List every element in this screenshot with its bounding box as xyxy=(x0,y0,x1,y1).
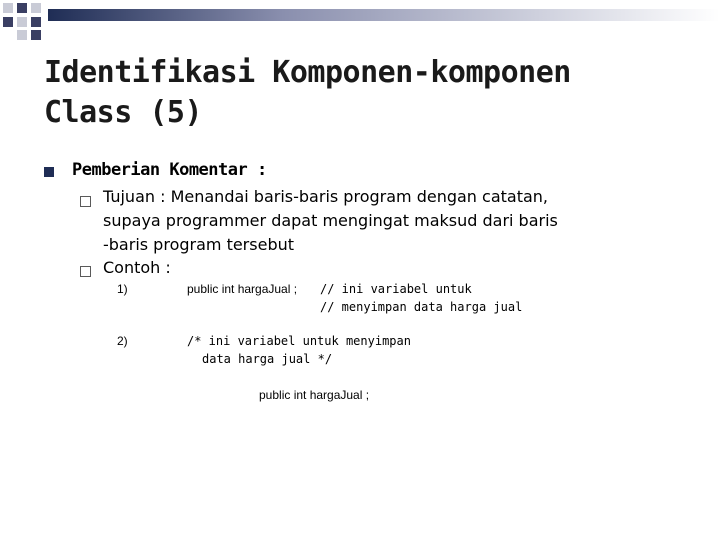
deco-square xyxy=(17,3,27,13)
example-code: public int hargaJual ; xyxy=(187,282,298,296)
example-comment: /* ini variabel untuk menyimpan xyxy=(187,334,411,348)
deco-square xyxy=(31,30,41,40)
sub-bullet-line: Tujuan : Menandai baris-baris program dengan catatan, xyxy=(103,187,548,206)
header-decoration xyxy=(0,0,720,40)
deco-square xyxy=(17,17,27,27)
example-comment: // ini variabel untuk xyxy=(320,282,472,296)
sub-bullet-line: Contoh : xyxy=(103,258,171,277)
deco-square xyxy=(3,17,13,27)
deco-square xyxy=(3,3,13,13)
example-comment: data harga jual */ xyxy=(202,352,333,366)
hollow-square-bullet-icon xyxy=(80,196,91,207)
example-code: public int hargaJual ; xyxy=(259,388,370,402)
slide-title-line1: Identifikasi Komponen-komponen xyxy=(44,55,571,90)
slide-title-line2: Class (5) xyxy=(44,95,203,130)
deco-square xyxy=(31,3,41,13)
square-bullet-icon xyxy=(44,167,54,177)
hollow-square-bullet-icon xyxy=(80,266,91,277)
example-number: 2) xyxy=(117,334,128,348)
sub-bullet-tujuan xyxy=(103,185,703,257)
gradient-bar xyxy=(48,9,720,21)
deco-square xyxy=(17,30,27,40)
sub-bullet-line: -baris program tersebut xyxy=(103,235,295,254)
bullet-text: Pemberian Komentar : xyxy=(72,160,267,180)
sub-bullet-contoh xyxy=(103,256,171,280)
deco-square xyxy=(31,17,41,27)
example-comment: // menyimpan data harga jual xyxy=(320,300,523,314)
slide-title xyxy=(44,53,704,133)
sub-bullet-line: supaya programmer dapat mengingat maksud dari baris xyxy=(103,211,558,230)
example-number: 1) xyxy=(117,282,128,296)
